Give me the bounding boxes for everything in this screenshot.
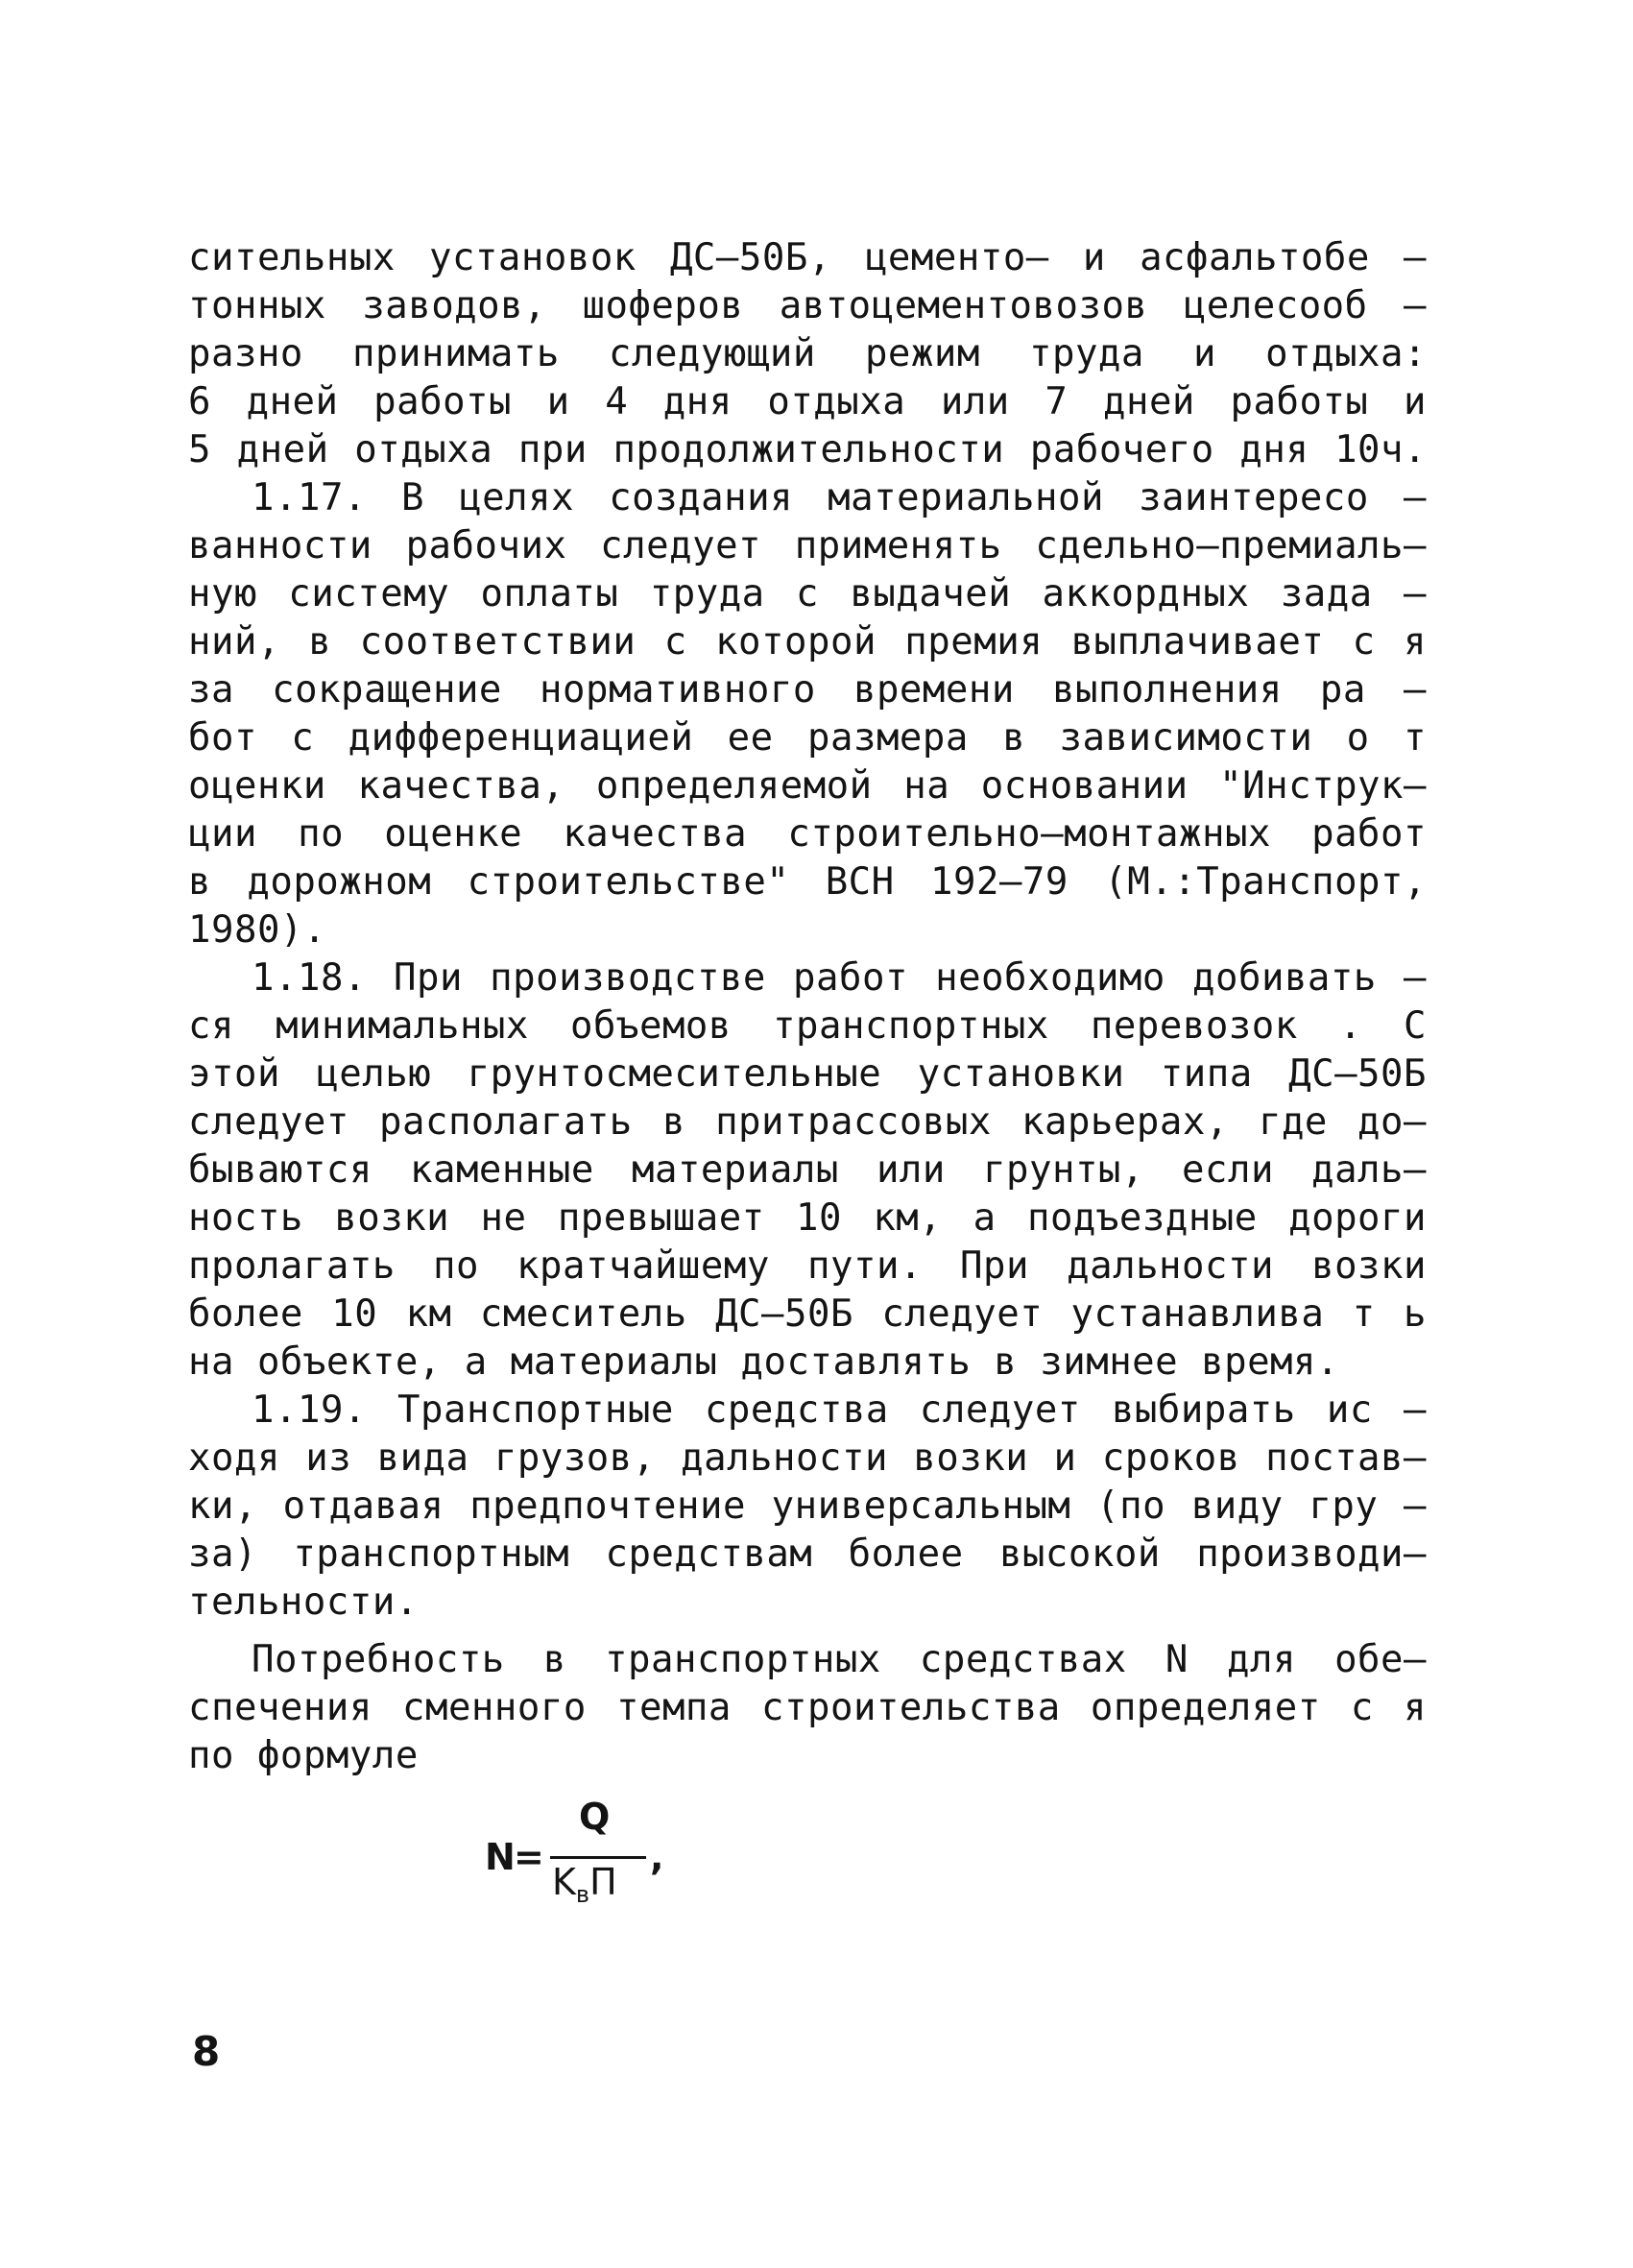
- text-line: ность возки не превышает 10 км, а подъездные дороги: [188, 1196, 1427, 1240]
- text-line: ванности рабочих следует применять сдельно–премиаль–: [188, 524, 1427, 567]
- paragraph-demand-start: Потребность в транспортных средствах N для обе–: [252, 1638, 1427, 1681]
- paragraph-1-17-start: 1.17. В целях создания материальной заинтересо –: [252, 476, 1427, 519]
- text-line: разно принимать следующий режим труда и отдыха:: [188, 332, 1427, 375]
- text-line: этой целью грунтосмесительные установки типа ДС–50Б: [188, 1052, 1427, 1096]
- text-line: сительных установок ДС–50Б, цементо– и асфальтобе –: [188, 236, 1427, 279]
- text-line: следует располагать в притрассовых карьерах, где до–: [188, 1100, 1427, 1144]
- formula-comma: ,: [650, 1836, 664, 1878]
- page-number: 8: [192, 2028, 221, 2075]
- text-line: ную систему оплаты труда с выдачей аккордных зада –: [188, 572, 1427, 615]
- text-line: за) транспортным средствам более высокой производи–: [188, 1532, 1427, 1576]
- text-line: ходя из вида грузов, дальности возки и сроков постав–: [188, 1436, 1427, 1480]
- text-line: бываются каменные материалы или грунты, если даль–: [188, 1148, 1427, 1192]
- text-line: бот с дифференциацией ее размера в зависимости о т: [188, 716, 1427, 760]
- text-line: 5 дней отдыха при продолжительности рабочего дня 10ч.: [188, 428, 1427, 471]
- text-line: тельности.: [188, 1580, 419, 1624]
- text-line: оценки качества, определяемой на основании "Инструк–: [188, 764, 1427, 808]
- formula-denominator: [552, 1861, 617, 1908]
- formula-numerator: Q: [579, 1796, 611, 1838]
- paragraph-1-18-start: 1.18. При производстве работ необходимо добивать –: [252, 956, 1427, 1000]
- text-line: в дорожном строительстве" ВСН 192–79 (М.:Транспорт,: [188, 860, 1427, 904]
- paragraph-1-19-start: 1.19. Транспортные средства следует выбирать ис –: [252, 1388, 1427, 1432]
- text-line: ний, в соответствии с которой премия выплачивает с я: [188, 620, 1427, 664]
- formula-transport-demand: [485, 1796, 677, 1920]
- text-line: более 10 км смеситель ДС–50Б следует устанавлива т ь: [188, 1292, 1427, 1336]
- text-line: по формуле: [188, 1734, 419, 1777]
- text-line: 1980).: [188, 908, 326, 952]
- text-line: ки, отдавая предпочтение универсальным (по виду гру –: [188, 1484, 1427, 1528]
- denominator-k: K: [552, 1861, 576, 1903]
- text-line: спечения сменного темпа строительства определяет с я: [188, 1686, 1427, 1729]
- denominator-subscript: в: [575, 1881, 590, 1908]
- denominator-p: П: [589, 1861, 617, 1903]
- text-line: 6 дней работы и 4 дня отдыха или 7 дней работы и: [188, 380, 1427, 423]
- fraction-bar: [550, 1856, 646, 1859]
- text-line: за сокращение нормативного времени выполнения ра –: [188, 668, 1427, 712]
- text-line: ся минимальных объемов транспортных перевозок . С: [188, 1004, 1427, 1048]
- text-line: тонных заводов, шоферов автоцементовозов целесооб –: [188, 284, 1427, 327]
- formula-equals: =: [514, 1836, 544, 1878]
- formula-lhs: N: [485, 1836, 516, 1878]
- text-line: пролагать по кратчайшему пути. При дальности возки: [188, 1244, 1427, 1288]
- text-line: ции по оценке качества строительно–монтажных работ: [188, 812, 1427, 856]
- text-line: на объекте, а материалы доставлять в зимнее время.: [188, 1340, 1339, 1384]
